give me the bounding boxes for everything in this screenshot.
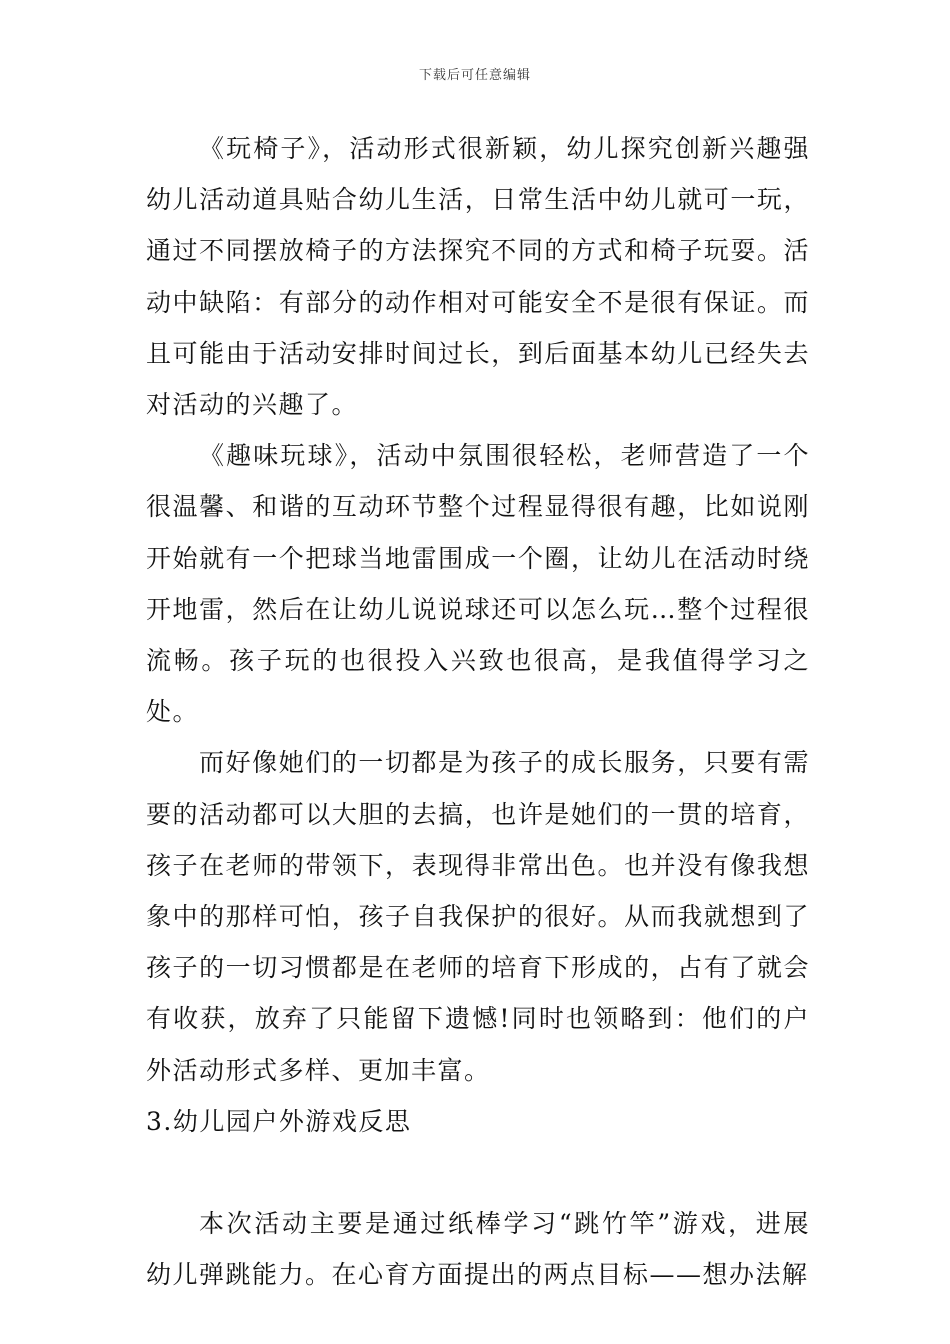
paragraph-chairs-activity: 《玩椅子》，活动形式很新颖，幼儿探究创新兴趣强幼儿活动道具贴合幼儿生活，日常生活中幼儿就可一玩，通过不同摆放椅子的方法探究不同的方式和椅子玩耍。活动中缺陷：有部分的动作相对可能安全不是很有保证。而且可能由于活动安排时间过长，到后面基本幼儿已经失去对活动的兴趣了。 xyxy=(146,134,810,420)
document-body xyxy=(146,123,810,1300)
paragraph-reflection: 而好像她们的一切都是为孩子的成长服务，只要有需要的活动都可以大胆的去搞，也许是她们的一贯的培育，孩子在老师的带领下，表现得非常出色。也并没有像我想象中的那样可怕，孩子自我保护的很好。从而我就想到了孩子的一切习惯都是在老师的培育下形成的，占有了就会有收获，放弃了只能留下遗憾!同时也领略到：他们的户外活动形式多样、更加丰富。 xyxy=(146,748,810,1085)
page-header: 下载后可任意编辑 xyxy=(418,68,531,83)
section-spacer xyxy=(146,1147,810,1198)
section-heading: 3.幼儿园户外游戏反思 xyxy=(146,1106,412,1136)
paragraph-ball-activity: 《趣味玩球》，活动中氛围很轻松，老师营造了一个很温馨、和谐的互动环节整个过程显得很有趣，比如说刚开始就有一个把球当地雷围成一个圈，让幼儿在活动时绕开地雷，然后在让幼儿说说球还可以怎么玩…整个过程很流畅。孩子玩的也很投入兴致也很高，是我值得学习之处。 xyxy=(146,441,810,727)
paragraph-bamboo-game: 本次活动主要是通过纸棒学习“跳竹竿”游戏，进展幼儿弹跳能力。在心育方面提出的两点目标——想办法解 xyxy=(146,1209,810,1290)
